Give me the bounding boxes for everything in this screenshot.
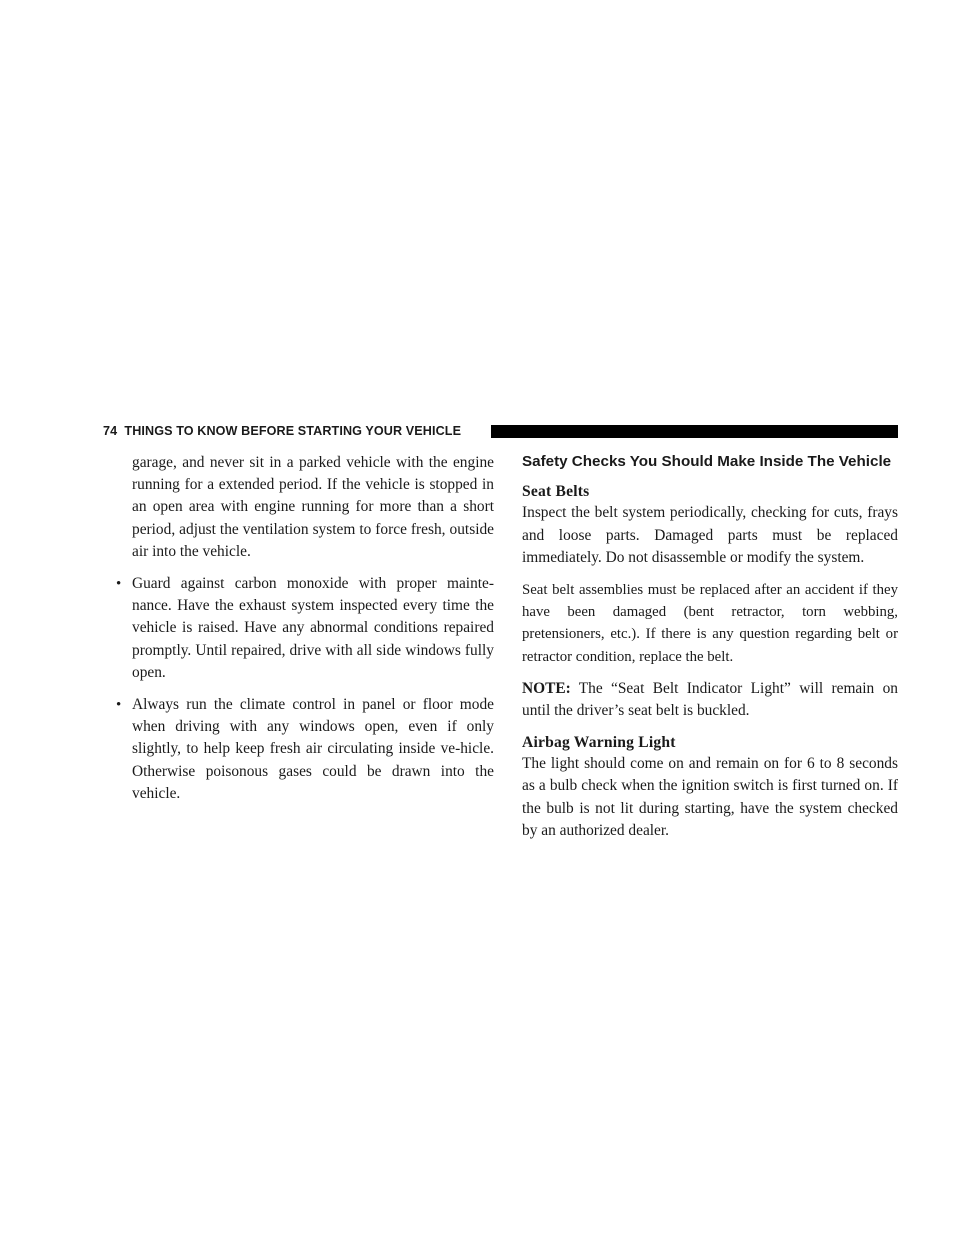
right-column — [522, 452, 898, 852]
page-header — [103, 422, 898, 440]
page-number: 74 — [103, 424, 118, 438]
chapter-title: THINGS TO KNOW BEFORE STARTING YOUR VEHICLE — [124, 424, 462, 438]
left-column — [116, 452, 494, 815]
seat-belts-paragraph-2: Seat belt assemblies must be replaced after an accident if they have been damaged (bent retractor, torn webbing, pretensioners, etc.). If there is any question regarding belt or retractor condition, replace the belt. — [522, 582, 898, 665]
continuation-paragraph: garage, and never sit in a parked vehicle with the engine running for a extended period. If the vehicle is stopped in an open area with engine running for more than a short period, adjust the ventilation system to force fresh, outside air into the vehicle. — [132, 454, 494, 560]
seat-belts-paragraph-1: Inspect the belt system periodically, checking for cuts, frays and loose parts. Damaged parts must be replaced immediately. Do not disassemble or modify the system. — [522, 504, 898, 566]
section-title: Safety Checks You Should Make Inside The Vehicle — [522, 453, 892, 470]
airbag-paragraph: The light should come on and remain on for 6 to 8 seconds as a bulb check when the ignition switch is first turned on. If the bulb is not lit during starting, have the system checked by an authorized dealer. — [522, 755, 898, 839]
note-text: The “Seat Belt Indicator Light” will remain on until the driver’s seat belt is buckled. — [522, 679, 898, 720]
bullet-icon: • — [116, 576, 122, 593]
header-rule-bar — [491, 425, 898, 438]
note-label: NOTE: — [522, 679, 571, 697]
note-paragraph — [522, 678, 898, 722]
bullet-text: Guard against carbon monoxide with proper mainte-nance. Have the exhaust system inspected every time the vehicle is raised. Have any abnormal conditions repaired promptly. Until repaired, drive with all side windows fully open. — [132, 575, 494, 681]
bullet-text: Always run the climate control in panel or floor mode when driving with any windows open, even if only slightly, to help keep fresh air circulating inside ve-hicle. Otherwise poisonous gases could be drawn into the vehicle. — [132, 696, 494, 802]
page-header-text — [103, 422, 461, 440]
bullet-item-climate-control — [116, 694, 494, 805]
airbag-heading: Airbag Warning Light — [522, 734, 676, 752]
seat-belts-heading: Seat Belts — [522, 483, 590, 501]
bullet-icon: • — [116, 697, 122, 714]
bullet-item-maintenance — [116, 573, 494, 684]
